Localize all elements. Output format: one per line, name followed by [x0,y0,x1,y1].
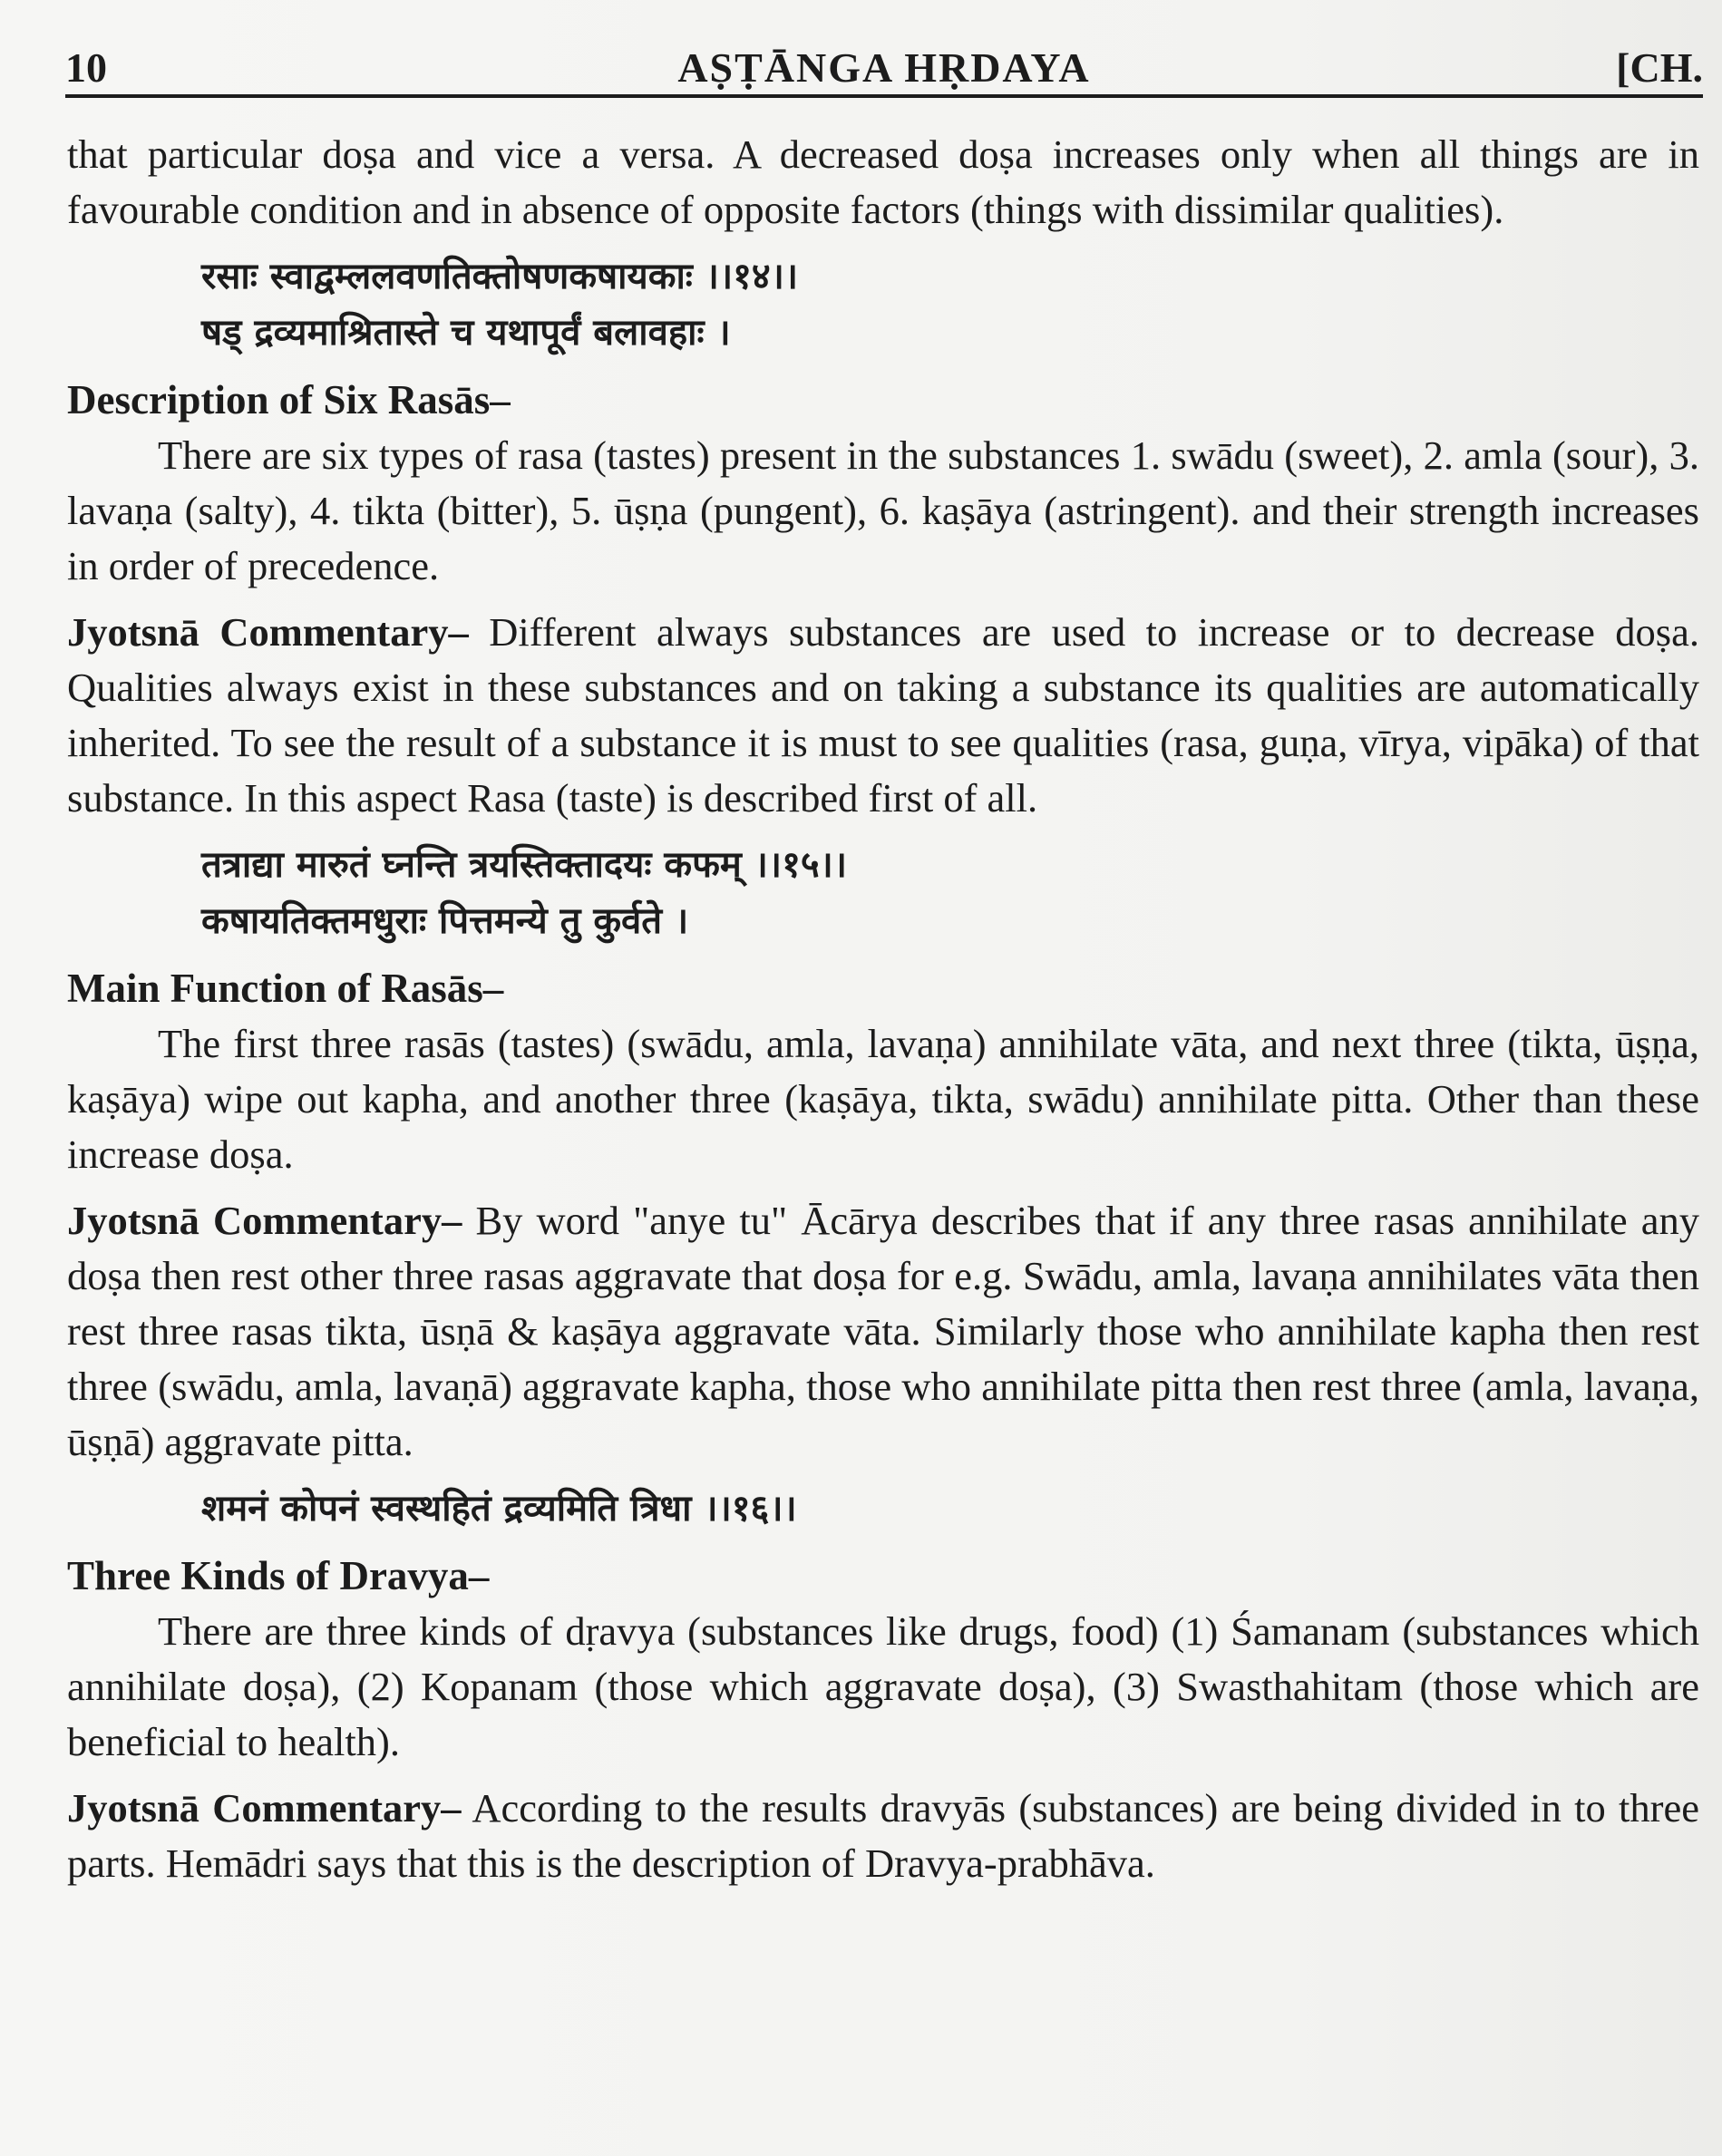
commentary-1-text: Different always substances are used to increase or to decrease doṣa. Qualities always exist in these substances and on taking a substance its qualities are automatically inherited. To see the result of a substance it is must to see qualities (rasa, guṇa, vīrya, vipāka) of that substance. In this aspect Rasa (taste) is described first of all. [67,609,1699,821]
header-rule [65,94,1703,98]
verse-14-line-1: रसाः स्वाद्वम्ललवणतिक्तोषणकषायकाः ।।१४।। [201,256,799,297]
verse-14-line-2: षड् द्रव्यमाश्रितास्ते च यथापूर्वं बलावहाः । [201,312,731,354]
verse-16-line-1: शमनं कोपनं स्वस्थहितं द्रव्यमिति त्रिधा ।।१६।। [201,1488,797,1530]
commentary-3-paragraph [67,1781,1699,1891]
page-number: 10 [65,44,107,91]
page-header [65,36,1703,98]
commentary-2-text: By word "anye tu" Ācārya describes that if any three rasas annihilate any doṣa then rest other three rasas aggravate that doṣa for e.g. Swādu, amla, lavaṇa annihilates vāta then rest three rasas tikta, ūsṇā & kaṣāya aggravate vāta. Similarly those who annihilate kapha then rest three (swādu, amla, lavaṇā) aggravate kapha, those who annihilate pitta then rest three (amla, lavaṇa, ūṣṇā) aggravate pitta. [67,1198,1700,1464]
six-rasas-paragraph: There are six types of rasa (tastes) present in the substances 1. swādu (sweet), 2. amla (sour), 3. lavaṇa (salty), 4. tikta (bitter), 5. ūṣṇa (pungent), 6. kaṣāya (astringent). and their strength increases in order of precedence. [67,432,1699,588]
chapter-mark: [CH. [1616,44,1703,91]
commentary-2-paragraph [67,1193,1699,1470]
page-content [67,127,1699,1891]
three-kinds-paragraph: There are three kinds of dṛavya (substances like drugs, food) (1) Śamanam (substances which annihilate doṣa), (2) Kopanam (those which aggravate doṣa), (3) Swasthahitam (those which are beneficial to health). [67,1608,1699,1764]
verse-15-line-1: तत्राद्या मारुतं घ्नन्ति त्रयस्तिक्तादयः कफम् ।।१५।। [201,844,847,886]
commentary-label: Jyotsnā Commentary– [67,1785,462,1831]
commentary-label: Jyotsnā Commentary– [67,1198,462,1243]
commentary-3-text: According to the results dravyās (substances) are being divided in to three parts. Hemādri says that this is the description of Dravya-prabhāva. [67,1785,1699,1886]
intro-paragraph: that particular doṣa and vice a versa. A decreased doṣa increases only when all things are in favourable condition and in absence of opposite factors (things with dissimilar qualities). [67,131,1699,232]
verse-15-line-2: कषायतिक्तमधुराः पित्तमन्ये तु कुर्वते । [201,900,689,942]
heading-six-rasas: Description of Six Rasās– [67,377,511,422]
main-function-paragraph: The first three rasās (tastes) (swādu, amla, lavaṇa) annihilate vāta, and next three (tikta, ūṣṇa, kaṣāya) wipe out kapha, and another three (kaṣāya, tikta, swādu) annihilate pitta. Other than these increase doṣa. [67,1021,1699,1177]
heading-main-function: Main Function of Rasās– [67,966,504,1011]
running-title: AṢṬĀNGA HṚDAYA [677,44,1091,91]
heading-three-kinds: Three Kinds of Dravya– [67,1553,490,1598]
commentary-label: Jyotsnā Commentary– [67,609,469,655]
commentary-1-paragraph [67,605,1699,826]
